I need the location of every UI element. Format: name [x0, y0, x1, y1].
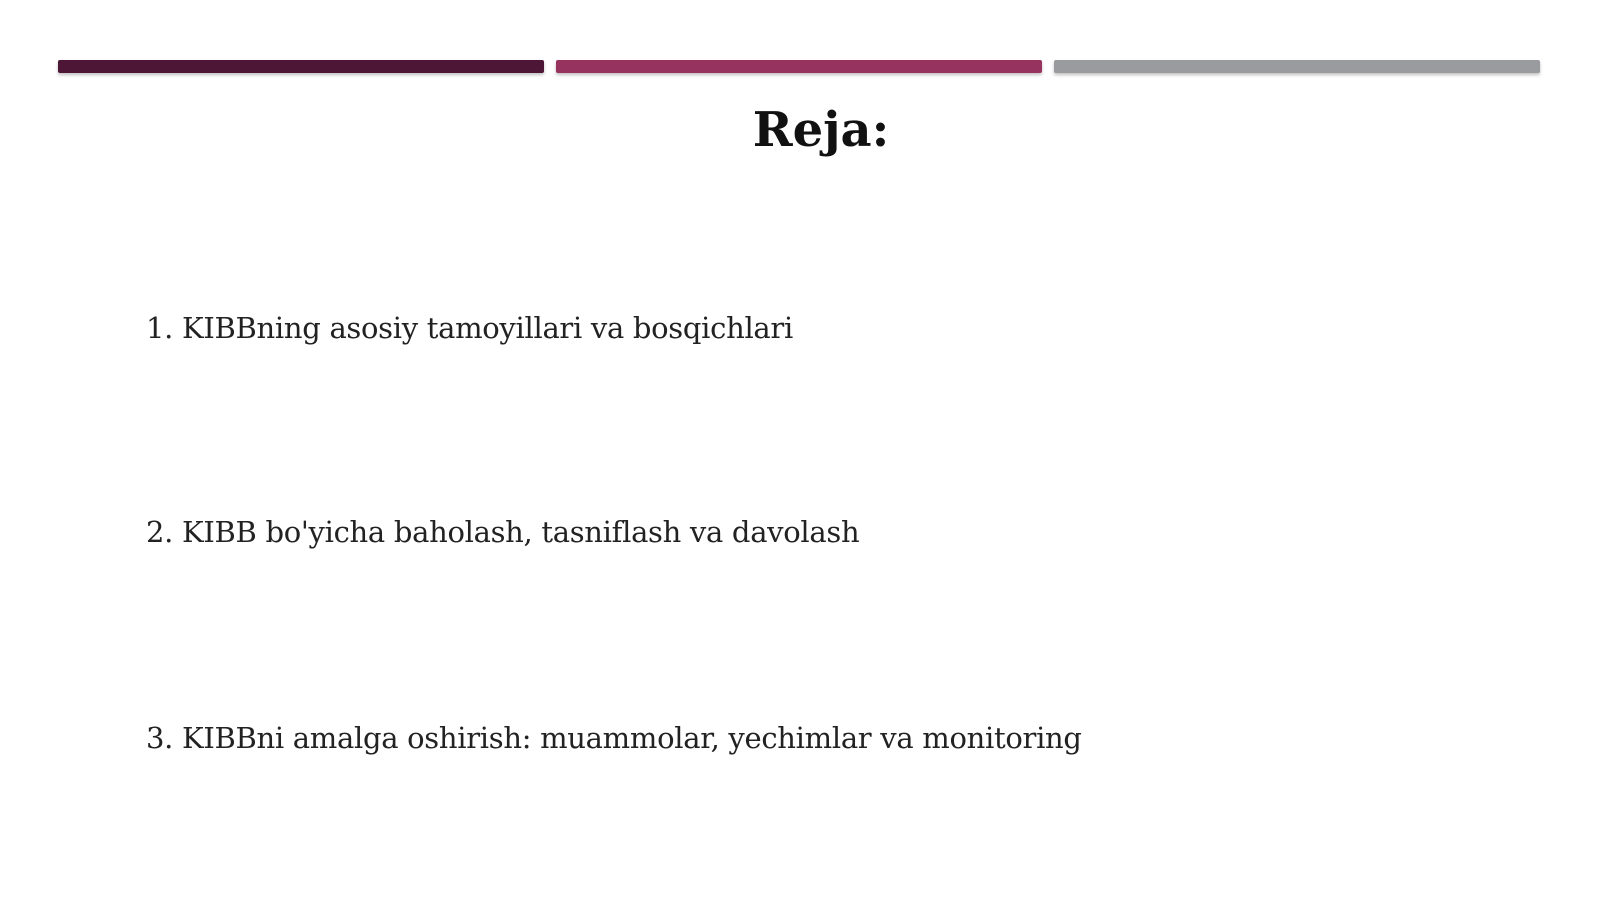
accent-bar-gray — [1054, 60, 1540, 73]
plan-item: 3. KIBBni amalga oshirish: muammolar, yechimlar va monitoring — [146, 721, 1082, 755]
slide-title: Reja: — [752, 102, 890, 158]
accent-bar-magenta — [556, 60, 1042, 73]
plan-item: 1. KIBBning asosiy tamoyillari va bosqichlari — [146, 311, 793, 345]
accent-bar-dark — [58, 60, 544, 73]
plan-item: 2. KIBB bo'yicha baholash, tasniflash va davolash — [146, 515, 860, 549]
